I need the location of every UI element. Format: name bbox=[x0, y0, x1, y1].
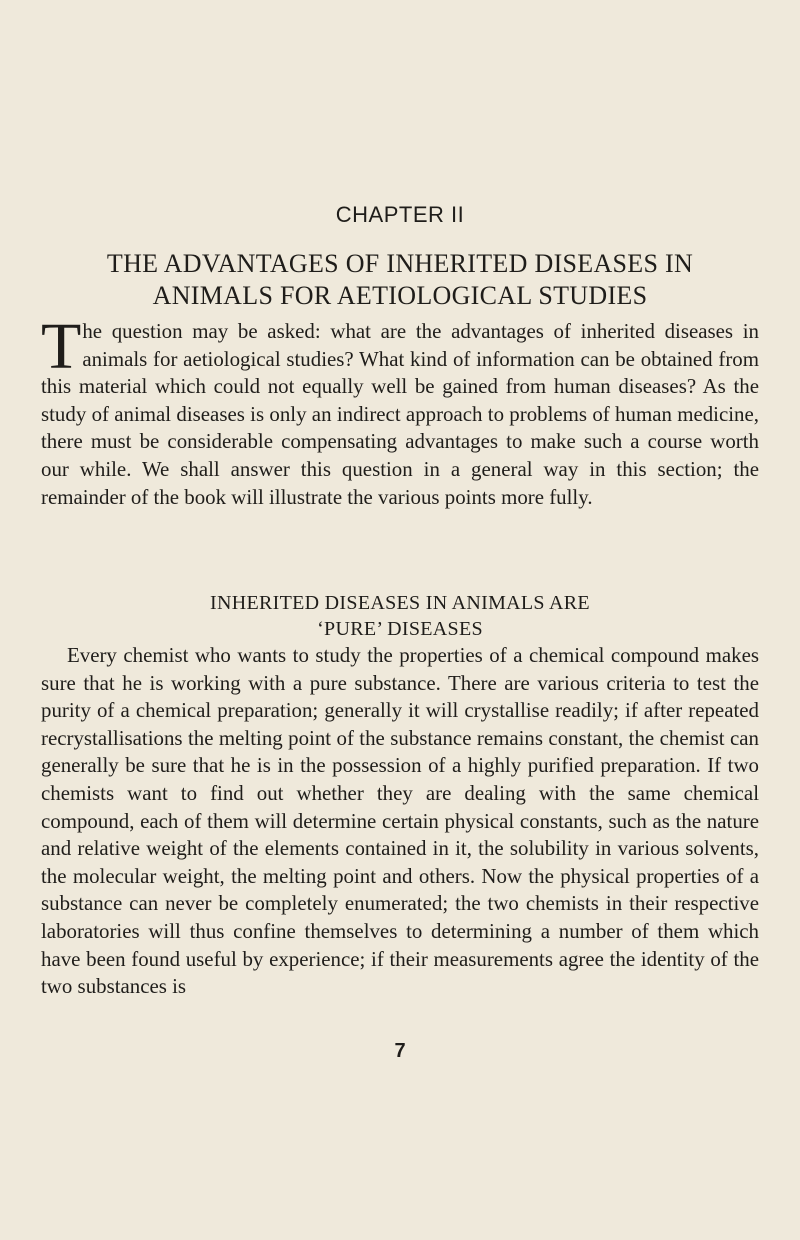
chapter-title bbox=[40, 248, 760, 312]
chapter-title-line-1: THE ADVANTAGES OF INHERITED DISEASES IN bbox=[106, 249, 694, 278]
section-heading bbox=[60, 590, 740, 642]
chapter-title-line-2: ANIMALS FOR AETIOLOGICAL STUDIES bbox=[152, 281, 648, 310]
section-heading-line-2: ‘PURE’ DISEASES bbox=[317, 618, 483, 640]
section-heading-line-1: INHERITED DISEASES IN ANIMALS ARE bbox=[210, 592, 590, 614]
page-number: 7 bbox=[394, 1040, 406, 1062]
chapter-label: CHAPTER II bbox=[335, 202, 465, 227]
intro-paragraph: The question may be asked: what are the advantages of inherited diseases in animals for aetiological studies? What kind of information can be obtained from this material which could not equally well be gained from human diseases? As the study of animal diseases is only an indirect approach to problems of human medicine, there must be considerable compensating advantages to make such a course worth our while. We shall answer this question in a general way in this section; the remainder of the book will illustrate the various points more fully. bbox=[41, 310, 759, 509]
section-paragraph: Every chemist who wants to study the properties of a chemical compound makes sure that he is working with a pure substance. There are various criteria to test the purity of a chemical preparation; generally it will crystallise readily; if after repeated recrystallisations the melting point of the substance remains constant, the chemist can generally be sure that he is in the possession of a highly purified preparation. If two chemists want to find out whether they are dealing with the same chemical compound, each of them will determine certain physical constants, such as the nature and relative weight of the elements contained in it, the solubility in various solvents, the molecular weight, the melting point and others. Now the physical properties of a substance can never be completely enumerated; the two chemists in their respective laboratories will thus confine themselves to determining a number of them which have been found useful by experience; if their measurements agree the identity of the two substances is bbox=[41, 643, 759, 999]
